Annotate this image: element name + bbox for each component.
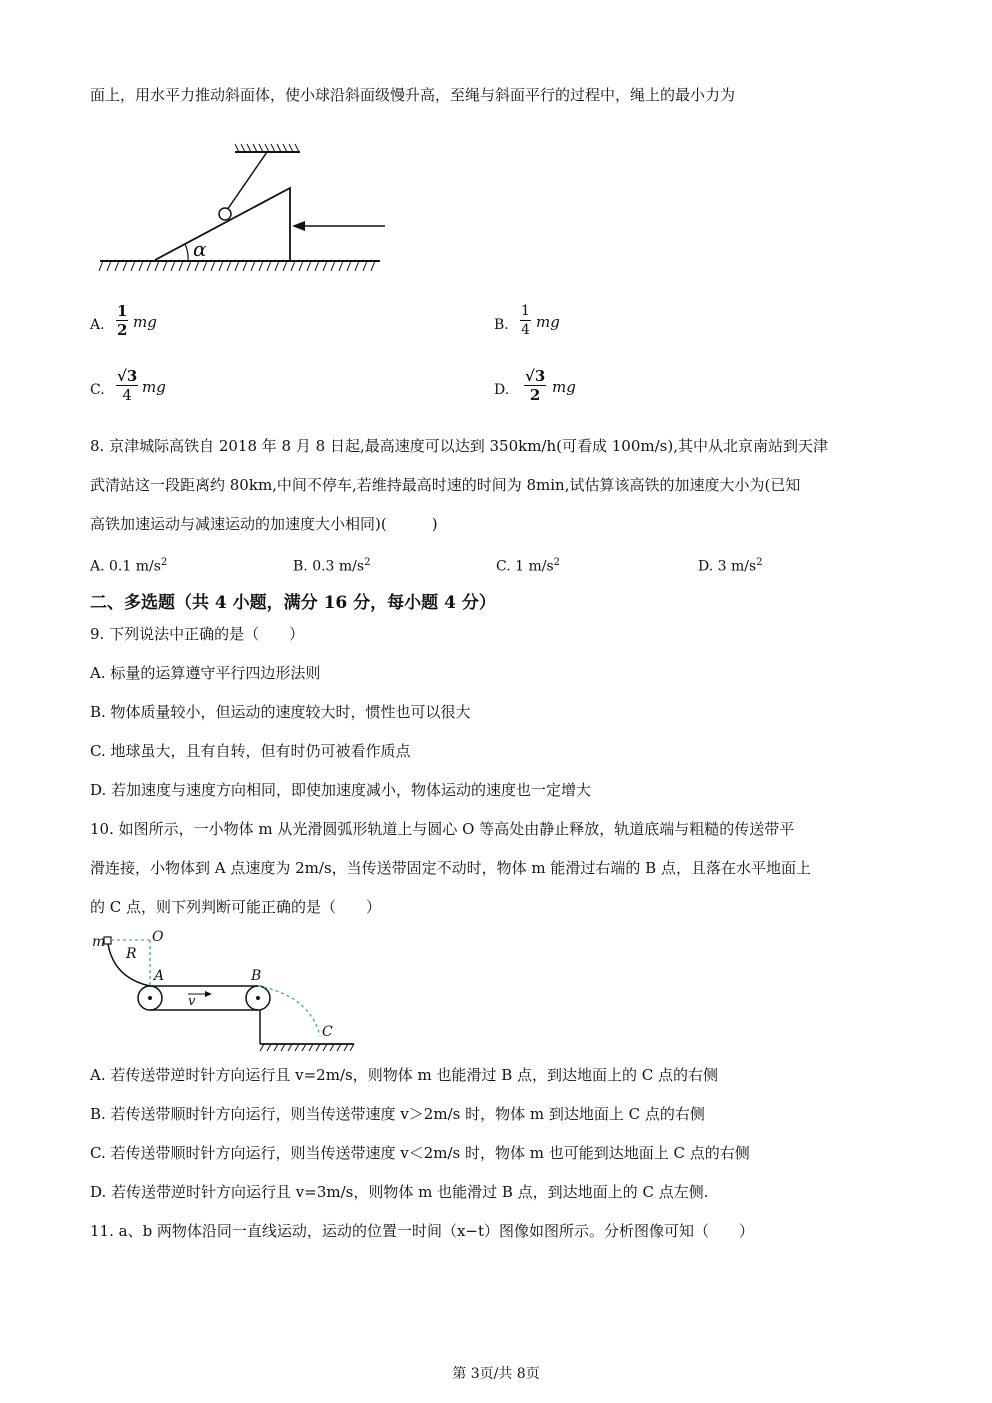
q7-option-c-fraction: √3 4 [117, 367, 138, 404]
q10-option-b: B. 若传送带顺时针方向运行，则当传送带速度 v＞2m/s 时，物体 m 到达地面上 C 点的右侧 [90, 1105, 705, 1123]
q8-line-1: 8. 京津城际高铁自 2018 年 8 月 8 日起,最高速度可以达到 350km/h(可看成 100m/s),其中从北京南站到天津 [90, 437, 828, 455]
q10-label-a: A [154, 968, 165, 984]
q7-incline-figure [95, 140, 395, 280]
q7-option-a-suffix: mg [133, 313, 157, 331]
q11-stem: 11. a、b 两物体沿同一直线运动，运动的位置一时间（x−t）图像如图所示。分析图像可知（ ） [90, 1222, 754, 1240]
q7-option-c-label: C. [90, 382, 105, 398]
q10-label-m: m [92, 934, 106, 950]
q10-line-3: 的 C 点，则下列判断可能正确的是（ ） [90, 898, 382, 916]
q10-option-d: D. 若传送带逆时针方向运行且 v=3m/s，则物体 m 也能滑过 B 点，到达地面上的 C 点左侧. [90, 1183, 709, 1201]
q7-angle-label: α [193, 237, 207, 261]
q10-line-1: 10. 如图所示，一小物体 m 从光滑圆弧形轨道上与圆心 O 等高处由静止释放，轨道底端与粗糙的传送带平 [90, 820, 795, 838]
q7-intro: 面上，用水平力推动斜面体，使小球沿斜面级慢升高，至绳与斜面平行的过程中，绳上的最小力为 [90, 86, 736, 104]
q10-label-o: O [152, 929, 164, 945]
q10-label-v: v [188, 994, 196, 1009]
q10-conveyor-figure [88, 928, 368, 1058]
q7-option-b-suffix: mg [536, 313, 560, 331]
q8-option-a: A. 0.1 $m/s^2$ [90, 557, 168, 575]
q7-option-b-fraction: 1 4 [521, 303, 530, 338]
q10-label-r: R [126, 946, 137, 962]
q10-line-2: 滑连接，小物体到 A 点速度为 2m/s，当传送带固定不动时，物体 m 能滑过右端的 B 点，且落在水平地面上 [90, 859, 811, 877]
q8-line-2: 武清站这一段距离约 80km,中间不停车,若维持最高时速的时间为 8min,试估算该高铁的加速度大小为(已知 [90, 476, 801, 494]
section-2-title: 二、多选题（共 4 小题，满分 16 分，每小题 4 分） [90, 593, 496, 613]
q7-option-d-fraction: √3 2 [525, 367, 546, 404]
q10-label-b: B [251, 968, 262, 984]
q7-option-c-suffix: mg [142, 378, 166, 396]
q8-line-3: 高铁加速运动与减速运动的加速度大小相同)( ) [90, 515, 438, 533]
q7-option-d-suffix: mg [552, 378, 576, 396]
q7-option-a-label: A. [90, 317, 105, 333]
q9-option-c: C. 地球虽大，且有自转，但有时仍可被看作质点 [90, 742, 411, 760]
q10-option-c: C. 若传送带顺时针方向运行，则当传送带速度 v＜2m/s 时，物体 m 也可能到达地面上 C 点的右侧 [90, 1144, 750, 1162]
page-number: 第 3页/共 8页 [452, 1366, 540, 1382]
q10-option-a: A. 若传送带逆时针方向运行且 v=2m/s，则物体 m 也能滑过 B 点，到达地面上的 C 点的右侧 [90, 1066, 719, 1084]
q7-option-b-label: B. [494, 317, 509, 333]
q9-option-b: B. 物体质量较小，但运动的速度较大时，惯性也可以很大 [90, 703, 471, 721]
q8-option-d: D. 3 $m/s^2$ [698, 557, 763, 575]
q8-option-b: B. 0.3 $m/s^2$ [293, 557, 371, 575]
q9-option-d: D. 若加速度与速度方向相同，即使加速度减小，物体运动的速度也一定增大 [90, 781, 592, 799]
q10-label-c: C [322, 1024, 333, 1040]
q8-option-c: C. 1 $m/s^2$ [496, 557, 561, 575]
q7-option-d-label: D. [494, 382, 510, 398]
q9-stem: 9. 下列说法中正确的是（ ） [90, 625, 305, 643]
q9-option-a: A. 标量的运算遵守平行四边形法则 [90, 664, 321, 682]
q7-option-a-fraction: 1 2 [117, 302, 128, 339]
